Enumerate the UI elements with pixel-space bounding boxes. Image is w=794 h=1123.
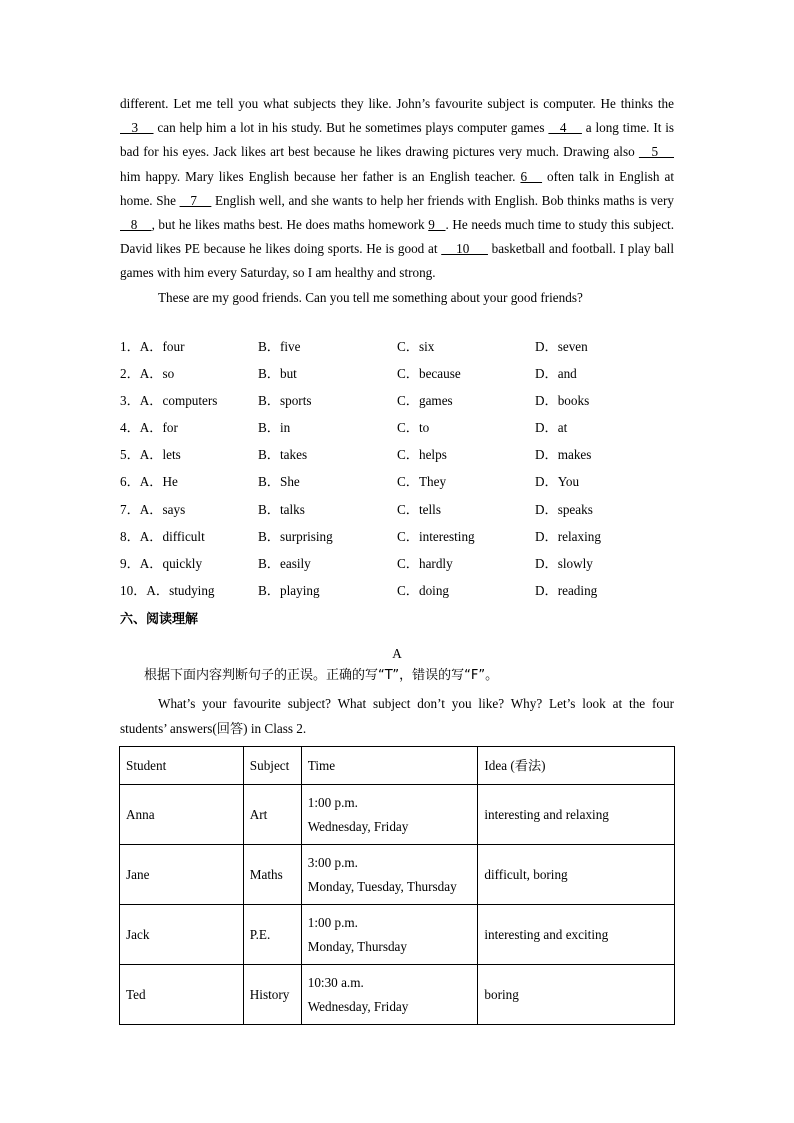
passage-text: the <box>657 96 675 111</box>
option-b: B．in <box>258 420 291 436</box>
cell-student: Ted <box>120 965 244 1025</box>
option-a: 1．A．four <box>120 339 185 354</box>
blank-6: 6 <box>520 168 543 184</box>
option-a: 9．A．quickly <box>120 555 203 571</box>
cell-student: Anna <box>120 785 244 845</box>
option-c: C．six <box>397 339 435 354</box>
option-b: B．playing <box>258 582 320 598</box>
option-d: D．reading <box>535 582 598 598</box>
option-c: C．because <box>397 366 461 382</box>
option-row <box>120 552 680 579</box>
cloze-passage <box>120 92 674 310</box>
option-d: D．speaks <box>535 501 593 517</box>
option-c: C．They <box>397 474 447 490</box>
option-a: 2．A．so <box>120 366 175 382</box>
table-row <box>120 905 675 965</box>
option-row <box>120 362 680 389</box>
option-d: D．makes <box>535 447 592 463</box>
table-row <box>120 785 675 845</box>
passage-closing: These are my good friends. Can you tell me something about your good friends? <box>158 289 583 305</box>
option-c: C．hardly <box>397 555 453 571</box>
time-clock: 1:00 p.m. <box>307 914 358 930</box>
passage-text: him happy. Mary likes English because her father is an English teacher. <box>120 168 521 184</box>
time-clock: 10:30 a.m. <box>307 974 364 990</box>
option-d: D．seven <box>535 339 588 354</box>
option-d: D．You <box>535 474 580 490</box>
option-d: D．slowly <box>535 555 593 571</box>
cell-student: Jack <box>120 905 244 965</box>
blank-7: 7 <box>179 192 212 208</box>
option-b: B．surprising <box>258 528 333 544</box>
blank-8: 8 <box>120 217 152 233</box>
table-row <box>120 965 675 1025</box>
header-subject: Subject <box>243 747 301 785</box>
option-b: B．five <box>258 339 301 354</box>
option-row <box>120 579 680 606</box>
option-row <box>120 470 680 497</box>
option-b: B．but <box>258 366 297 382</box>
option-row <box>120 416 680 443</box>
blank-5: 5 <box>638 144 674 160</box>
option-row <box>120 498 680 525</box>
option-row <box>120 443 680 470</box>
cell-time <box>301 845 478 905</box>
cell-subject: P.E. <box>243 905 301 965</box>
cell-subject: Art <box>243 785 301 845</box>
time-days: Wednesday, Friday <box>307 998 409 1014</box>
cell-idea: interesting and exciting <box>478 905 675 965</box>
cell-idea: interesting and relaxing <box>478 785 675 845</box>
option-d: D．books <box>535 393 590 409</box>
subjects-table <box>119 746 675 1025</box>
cell-time <box>301 785 478 845</box>
reading-intro: What’s your favourite subject? What subject don’t you like? Why? Let’s look at the four students’ answers(回答) in Class 2. <box>120 696 674 736</box>
option-c: C．games <box>397 393 453 409</box>
time-clock: 3:00 p.m. <box>307 854 358 870</box>
cell-time <box>301 965 478 1025</box>
option-d: D．relaxing <box>535 528 601 544</box>
passage-text: different. Let me tell you what subjects they like. John’s favourite subject is computer. He thinks <box>120 96 654 111</box>
time-days: Wednesday, Friday <box>307 818 409 834</box>
option-b: B．She <box>258 474 300 490</box>
cell-time <box>301 905 478 965</box>
option-b: B．talks <box>258 501 305 517</box>
option-d: D．and <box>535 366 577 382</box>
section-heading: 六、阅读理解 <box>120 612 199 627</box>
passage-text: English well, and she wants to help her friends with English. Bob thinks maths is very <box>211 192 674 208</box>
passage-text: often talk in English at home. She <box>120 168 674 208</box>
options-list <box>120 335 680 606</box>
cell-idea: difficult, boring <box>478 845 675 905</box>
passage-paragraph <box>120 92 674 286</box>
blank-3: 3 <box>120 120 154 136</box>
passage-text: can help him a lot in his study. But he sometimes plays computer games <box>153 120 549 136</box>
option-row <box>120 525 680 552</box>
option-c: C．interesting <box>397 528 475 544</box>
table-header-row <box>120 747 675 785</box>
option-row <box>120 389 680 416</box>
blank-10: 10 <box>441 241 488 257</box>
option-b: B．sports <box>258 393 312 409</box>
cell-subject: Maths <box>243 845 301 905</box>
option-c: C．helps <box>397 447 447 463</box>
instruction: 根据下面内容判断句子的正误。正确的写“T”，错误的写“F”。 <box>144 668 499 683</box>
time-days: Monday, Tuesday, Thursday <box>307 878 457 894</box>
option-a: 5．A．lets <box>120 447 181 463</box>
passage-text: , but he likes maths best. He does maths homework <box>151 217 429 233</box>
option-b: B．takes <box>258 447 308 463</box>
option-b: B．easily <box>258 555 311 571</box>
option-d: D．at <box>535 420 568 436</box>
option-a: 4．A．for <box>120 420 178 436</box>
passage-text: . He needs much time to study this subject. David likes PE because he likes doing sports. He is good at <box>120 217 675 257</box>
table-row <box>120 845 675 905</box>
option-a: 7．A．says <box>120 501 186 517</box>
time-days: Monday, Thursday <box>307 938 407 954</box>
header-student: Student <box>120 747 244 785</box>
option-a: 10．A．studying <box>120 582 215 598</box>
blank-9: 9 <box>428 217 446 233</box>
passage-text: basketball and football. I play ball games with him every Saturday, so I am healthy and strong. <box>120 241 674 281</box>
cell-idea: boring <box>478 965 675 1025</box>
option-a: 3．A．computers <box>120 393 218 409</box>
passage-text: a long time. It is bad for his eyes. Jack likes art best because he likes drawing pictures very much. Drawing also <box>120 120 675 160</box>
cell-subject: History <box>243 965 301 1025</box>
option-row <box>120 335 680 362</box>
option-c: C．to <box>397 420 430 436</box>
option-a: 6．A．He <box>120 474 178 490</box>
cell-student: Jane <box>120 845 244 905</box>
option-c: C．doing <box>397 582 450 598</box>
option-a: 8．A．difficult <box>120 528 205 544</box>
part-title: A <box>392 646 402 661</box>
blank-4: 4 <box>548 120 582 136</box>
header-idea: Idea (看法) <box>478 747 675 785</box>
time-clock: 1:00 p.m. <box>307 794 358 810</box>
header-time: Time <box>301 747 478 785</box>
option-c: C．tells <box>397 501 441 517</box>
